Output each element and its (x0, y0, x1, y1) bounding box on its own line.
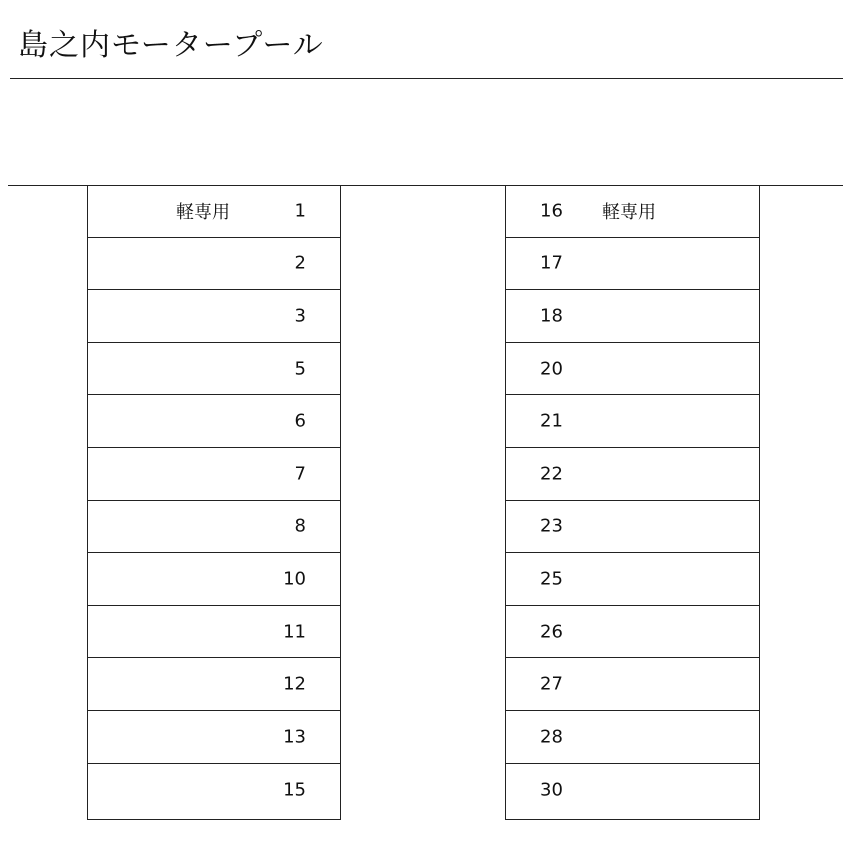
parking-slot-21 (506, 395, 759, 448)
parking-slot-8 (88, 501, 340, 554)
slot-number: 11 (283, 621, 306, 643)
parking-slot-2 (88, 238, 340, 291)
slot-number: 23 (540, 515, 563, 537)
slot-number: 12 (283, 673, 306, 695)
slot-number: 16 (540, 200, 563, 222)
slot-number: 18 (540, 305, 563, 327)
parking-slot-23 (506, 501, 759, 554)
slot-number: 26 (540, 621, 563, 643)
slot-number: 13 (283, 726, 306, 748)
slot-number: 30 (540, 779, 563, 801)
slot-number: 8 (294, 515, 306, 537)
parking-column-left (87, 185, 341, 820)
parking-slot-10 (88, 553, 340, 606)
slot-number: 7 (294, 463, 306, 485)
slot-number: 22 (540, 463, 563, 485)
parking-slot-3 (88, 290, 340, 343)
slot-number: 27 (540, 673, 563, 695)
parking-slot-30 (506, 764, 759, 817)
parking-slot-7 (88, 448, 340, 501)
slot-number: 2 (294, 252, 306, 274)
slot-number: 1 (294, 200, 306, 222)
parking-slot-20 (506, 343, 759, 396)
slot-number: 3 (294, 305, 306, 327)
parking-slot-16 (506, 185, 759, 238)
parking-slot-25 (506, 553, 759, 606)
parking-slot-18 (506, 290, 759, 343)
parking-slot-6 (88, 395, 340, 448)
slot-number: 10 (283, 568, 306, 590)
slot-note: 軽専用 (176, 201, 230, 223)
page-title: 島之内モータープール (18, 28, 324, 63)
slot-number: 21 (540, 410, 563, 432)
slot-number: 17 (540, 252, 563, 274)
parking-slot-22 (506, 448, 759, 501)
slot-number: 5 (294, 358, 306, 380)
parking-slot-28 (506, 711, 759, 764)
parking-slot-11 (88, 606, 340, 659)
parking-column-right (505, 185, 760, 820)
title-underline (10, 78, 843, 79)
parking-slot-26 (506, 606, 759, 659)
slot-number: 25 (540, 568, 563, 590)
parking-slot-12 (88, 658, 340, 711)
parking-slot-1 (88, 185, 340, 238)
slot-note: 軽専用 (602, 201, 656, 223)
parking-slot-15 (88, 764, 340, 817)
slot-number: 6 (294, 410, 306, 432)
parking-slot-17 (506, 238, 759, 291)
slot-number: 20 (540, 358, 563, 380)
slot-number: 28 (540, 726, 563, 748)
parking-slot-13 (88, 711, 340, 764)
parking-slot-5 (88, 343, 340, 396)
parking-slot-27 (506, 658, 759, 711)
slot-number: 15 (283, 779, 306, 801)
